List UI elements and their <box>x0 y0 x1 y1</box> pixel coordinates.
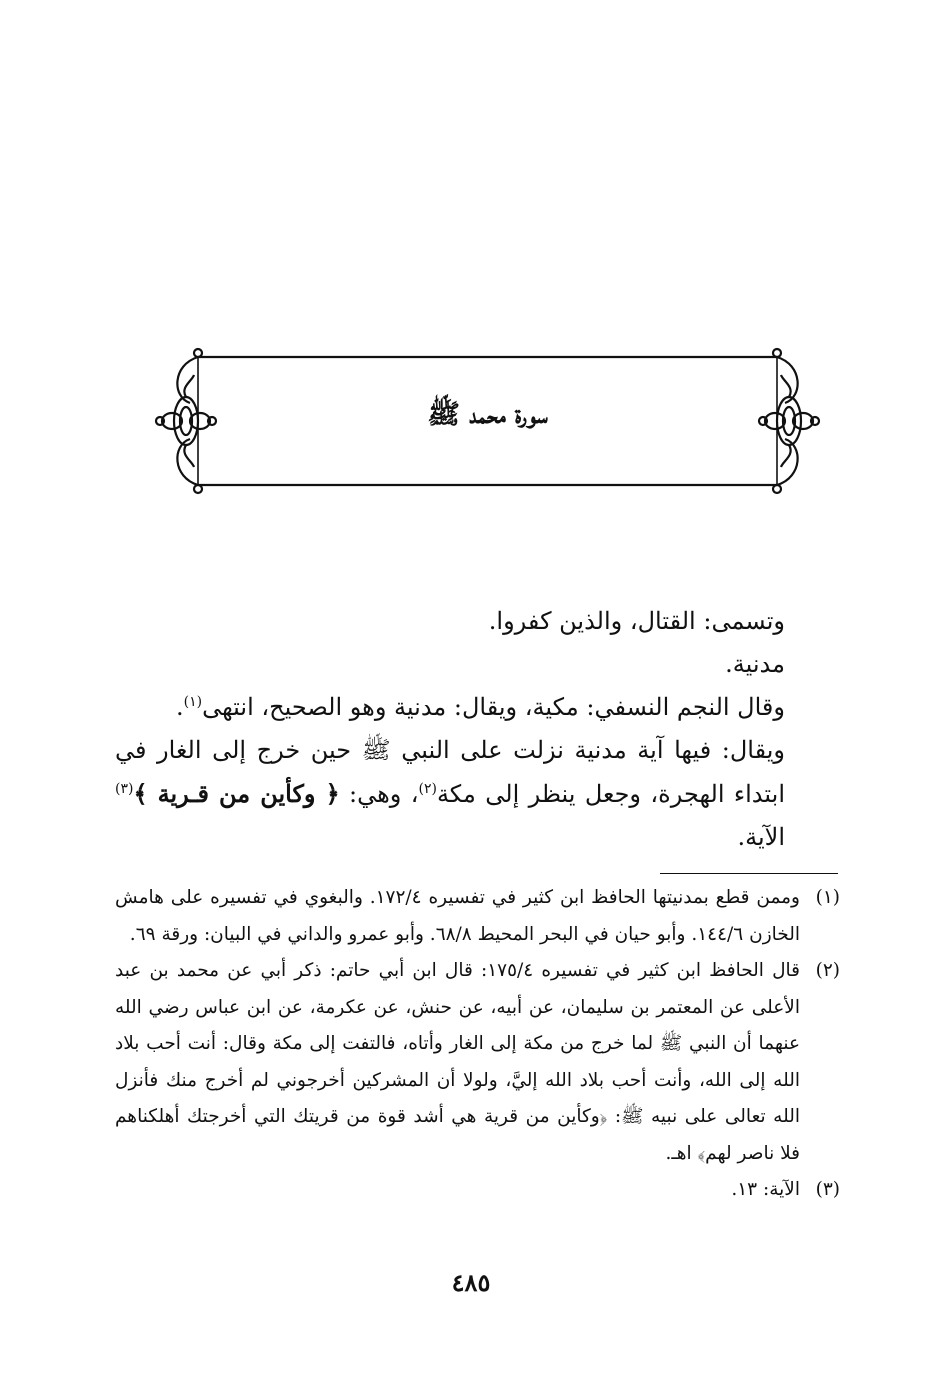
medinan-verse-end: الآية. <box>737 823 785 851</box>
footnote-ref-2: (٢) <box>418 781 437 797</box>
footnote-ref-3: (٣) <box>115 781 134 797</box>
quran-quote: ﴿ وكأين من قـرية ﴾ <box>133 779 340 808</box>
footnote-ref-1: (١) <box>183 694 203 710</box>
footnote-text: الآية: ١٣. <box>731 1179 800 1200</box>
nasafi-text: وقال النجم النسفي: مكية، ويقال: مدنية وهو الصحيح، انتهى <box>202 693 785 721</box>
main-text <box>115 600 835 859</box>
paragraph-nasafi-quote <box>115 686 835 729</box>
nasafi-end: . <box>175 693 184 721</box>
footnote-text: وممن قطع بمدنيتها الحافظ ابن كثير في تفسيره ١٧٢/٤. والبغوي في تفسيره على هامش الخازن ١٤٤/٦. وأبو حيان في البحر المحيط ٦٨/٨. وأبو عمرو والداني في البيان: ورقة ٦٩. <box>115 887 800 945</box>
surah-title-frame <box>150 345 825 495</box>
medinan-verse-text: ويقال: فيها آية مدنية نزلت على النبي ﷺ حين خرج إلى الغار في ابتداء الهجرة، وجعل ينظر إلى مكة <box>115 736 785 808</box>
footnote-marker: (١) <box>815 887 840 908</box>
paragraph-alternate-names: وتسمى: القتال، والذين كفروا. <box>488 607 785 635</box>
paragraph-revelation-type: مدنية. <box>725 650 785 678</box>
medinan-verse-mid: ، وهي: <box>339 780 419 808</box>
footnote-marker: (٢) <box>815 960 840 981</box>
surah-title: سورة محمد ﷺ <box>427 399 548 430</box>
footnote-divider <box>660 873 838 874</box>
footnote-marker: (٣) <box>815 1179 840 1200</box>
footnote-text: قال الحافظ ابن كثير في تفسيره ١٧٥/٤: قال ابن أبي حاتم: ذكر أبي عن محمد بن عبد الأعلى عن المعتمر بن سليمان، عن أبيه، عن حنش، عن عكرمة، عن ابن عباس رضي الله عنهما أن النبي ﷺ لما خرج من مكة إلى الغار وأتاه، فالتفت إلى مكة وقال: أنت أحب بلاد الله إلى الله، وأنت أحب بلاد الله إليَّ، ولولا أن المشركين أخرجوني لم أخرج منك فأنزل الله تعالى على نبيه ﷺ: ﴿وكأين من قرية هي أشد قوة من قريتك التي أخرجتك أهلكناهم فلا ناصر لهم﴾ اهـ. <box>115 960 800 1164</box>
footnote-3 <box>115 1172 840 1209</box>
footnote-1 <box>115 880 840 953</box>
footnotes <box>115 880 840 1209</box>
paragraph-medinan-verse <box>115 729 835 859</box>
footnote-2 <box>115 953 840 1172</box>
page-number: ٤٨٥ <box>451 1268 491 1297</box>
